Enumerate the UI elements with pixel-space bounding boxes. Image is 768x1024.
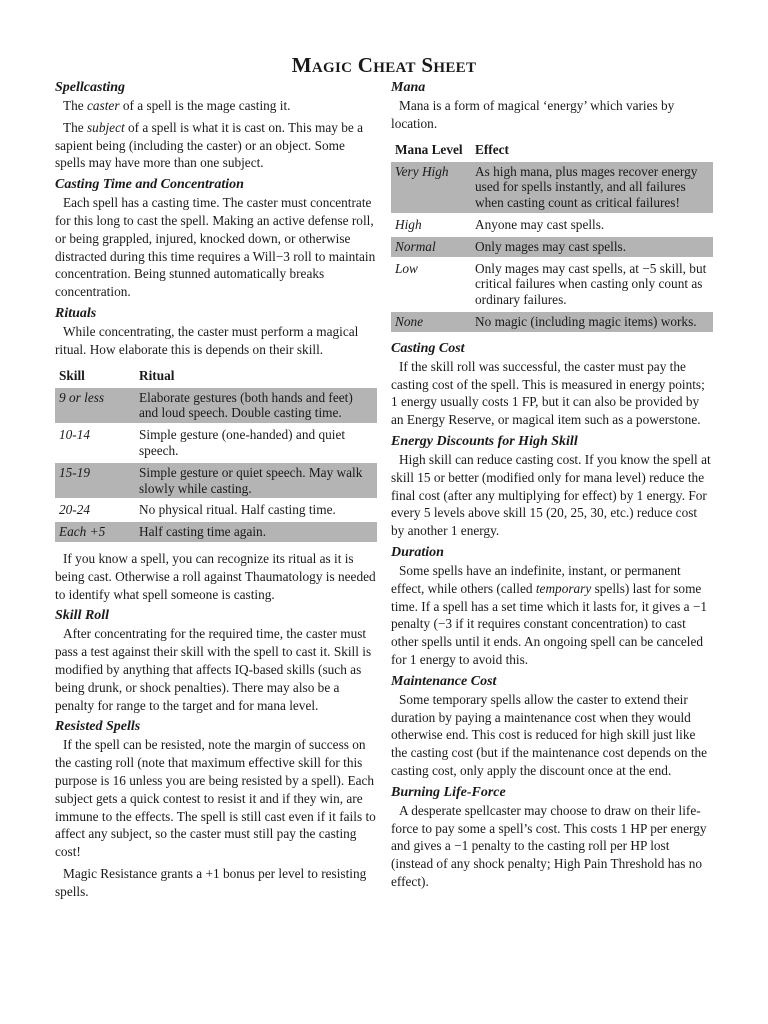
section-heading: Mana <box>391 80 426 95</box>
mana-level-cell: None <box>391 311 471 333</box>
text-run: The <box>63 119 87 135</box>
left-column <box>55 79 377 904</box>
mana-level-cell: Low <box>391 258 471 311</box>
ritual-cell: Simple gesture or quiet speech. May walk slowly while casting. <box>135 462 377 500</box>
section-spellcasting <box>55 79 377 172</box>
emphasis-text: subject <box>87 119 125 135</box>
mana-level-cell: Normal <box>391 236 471 258</box>
column-header-effect: Effect <box>475 141 509 157</box>
skill-cell: Each +5 <box>55 521 135 543</box>
effect-cell: No magic (including magic items) works. <box>471 311 713 333</box>
mana-level-cell: High <box>391 214 471 236</box>
table-row <box>391 236 713 258</box>
section-heading: Maintenance Cost <box>391 673 497 689</box>
table-header-row <box>391 139 713 162</box>
table-row <box>55 424 377 462</box>
page-title: Magic Cheat Sheet <box>291 53 477 77</box>
section-burning-life-force <box>391 784 713 891</box>
section-heading: Rituals <box>55 305 97 321</box>
table-row <box>391 214 713 236</box>
emphasis-text: caster <box>87 98 120 113</box>
table-row <box>55 462 377 500</box>
skill-cell: 9 or less <box>55 388 135 425</box>
text-run: of a spell is what it is cast on. This may be a sapient being (including the caster) or an object. Some spells may have more than one subject. <box>55 119 363 171</box>
ritual-table <box>55 365 377 544</box>
column-header-mana-level: Mana Level <box>395 141 463 157</box>
text-run: spells) last for some time. If a spell has a set time which it lasts for, it gives a −1 penalty (−3 if it requires constant concentration) to cast other spells until it ends. An ongoing spell can be canceled for 1 energy to avoid this. <box>391 580 708 667</box>
column-header-skill: Skill <box>59 367 85 383</box>
effect-cell: Only mages may cast spells, at −5 skill, but critical failures when casting only count as ordinary failures. <box>471 258 713 311</box>
paragraph: A desperate spellcaster may choose to draw on their life-force to pay some a spell’s cost. This costs 1 HP per energy and gives a −1 penalty to the casting roll per HP lost (instead of any shock penalty; High Pain Threshold has no effect). <box>391 802 707 889</box>
mana-table <box>391 139 713 334</box>
paragraph: Some temporary spells allow the caster to extend their duration by paying a maintenance cost when they would otherwise end. This cost is reduced for high skill just like the casting cost (but if the maintenance cost depends on the casting cost, only apply the discount once at the end. <box>391 691 708 778</box>
effect-cell: As high mana, plus mages recover energy used for spells instantly, and all failures when casting count as critical failures! <box>471 162 713 214</box>
table-row <box>391 311 713 333</box>
section-mana <box>391 79 713 334</box>
table-row <box>55 388 377 425</box>
section-casting-time <box>55 176 377 301</box>
section-heading: Burning Life-Force <box>391 784 506 800</box>
paragraph: Mana is a form of magical ‘energy’ which varies by location. <box>391 98 675 131</box>
section-heading: Casting Time and Concentration <box>55 177 244 193</box>
emphasis-text: temporary <box>535 580 592 596</box>
right-column <box>391 79 713 895</box>
ritual-cell: Half casting time again. <box>135 521 377 543</box>
table-row <box>391 258 713 311</box>
section-heading: Spellcasting <box>55 80 126 95</box>
skill-cell: 10-14 <box>55 424 135 462</box>
paragraph: After concentrating for the required time, the caster must pass a test against their skill with the spell to cast it. Skill is modified by anything that affects IQ-based skills (such as being drunk, or shock penalties). There may also be a penalty for range to the target and for mana level. <box>55 626 372 713</box>
column-header-ritual: Ritual <box>139 367 175 383</box>
paragraph: Each spell has a casting time. The caster must concentrate for this long to cast the spell. Making an active defense roll, or being grappled, injured, knocked down, or otherwise distracted during this time requires a Will−3 roll to maintain concentration. Being stunned automatically breaks concentration. <box>55 195 376 300</box>
table-header-row <box>55 365 377 388</box>
section-rituals <box>55 305 377 603</box>
text-run: of a spell is the mage casting it. <box>119 98 291 113</box>
section-resisted-spells <box>55 718 377 900</box>
section-heading: Energy Discounts for High Skill <box>391 433 578 449</box>
paragraph: While concentrating, the caster must perform a magical ritual. How elaborate this is depends on their skill. <box>55 323 359 357</box>
skill-cell: 15-19 <box>55 462 135 500</box>
paragraph: High skill can reduce casting cost. If you know the spell at skill 15 or better (modified only for mana level) reduce the final cost (after any multiplying for effect) by 1 energy. For every 5 levels above skill 15 (20, 25, 30, etc.) reduce cost by another 1 energy. <box>391 451 711 539</box>
section-heading: Casting Cost <box>391 340 465 356</box>
paragraph <box>391 562 713 669</box>
ritual-cell: No physical ritual. Half casting time. <box>135 499 377 521</box>
paragraph: Magic Resistance grants a +1 bonus per level to resisting spells. <box>55 865 367 899</box>
paragraph: If you know a spell, you can recognize its ritual as it is being cast. Otherwise a roll against Thaumatology is needed to identify what spell someone is casting. <box>55 550 376 602</box>
mana-level-cell: Very High <box>391 162 471 214</box>
section-heading: Skill Roll <box>55 608 110 624</box>
section-duration <box>391 544 713 669</box>
paragraph: If the skill roll was successful, the caster must pay the casting cost of the spell. This is measured in energy points; 1 energy usually costs 1 FP, but it can also be provided by an Energy Reserve, or magical item such as a powerstone. <box>391 358 705 428</box>
table-row <box>55 521 377 543</box>
ritual-cell: Elaborate gestures (both hands and feet) and loud speech. Double casting time. <box>135 388 377 425</box>
section-heading: Duration <box>391 544 444 560</box>
section-heading: Resisted Spells <box>55 719 141 735</box>
text-run: Some spells have an indefinite, instant, or permanent effect, while others (called <box>391 562 681 596</box>
section-casting-cost <box>391 340 713 429</box>
paragraph <box>55 119 377 172</box>
ritual-cell: Simple gesture (one-handed) and quiet speech. <box>135 424 377 462</box>
section-maintenance-cost <box>391 673 713 780</box>
effect-cell: Anyone may cast spells. <box>471 214 713 236</box>
effect-cell: Only mages may cast spells. <box>471 236 713 258</box>
text-run: The <box>63 98 87 113</box>
section-energy-discounts <box>391 433 713 540</box>
table-row <box>55 499 377 521</box>
section-skill-roll <box>55 607 377 714</box>
skill-cell: 20-24 <box>55 499 135 521</box>
table-row <box>391 162 713 214</box>
paragraph <box>55 97 377 115</box>
paragraph: If the spell can be resisted, note the margin of success on the casting roll (note that maximum effective skill for this purpose is 16 unless you are being resisted by a spell). Each subject gets a quick contest to resist it and if they win, are immune to the effects. The spell is still cast even if it fails to affect any subject, so the caster must still pay the casting cost! <box>55 737 376 860</box>
